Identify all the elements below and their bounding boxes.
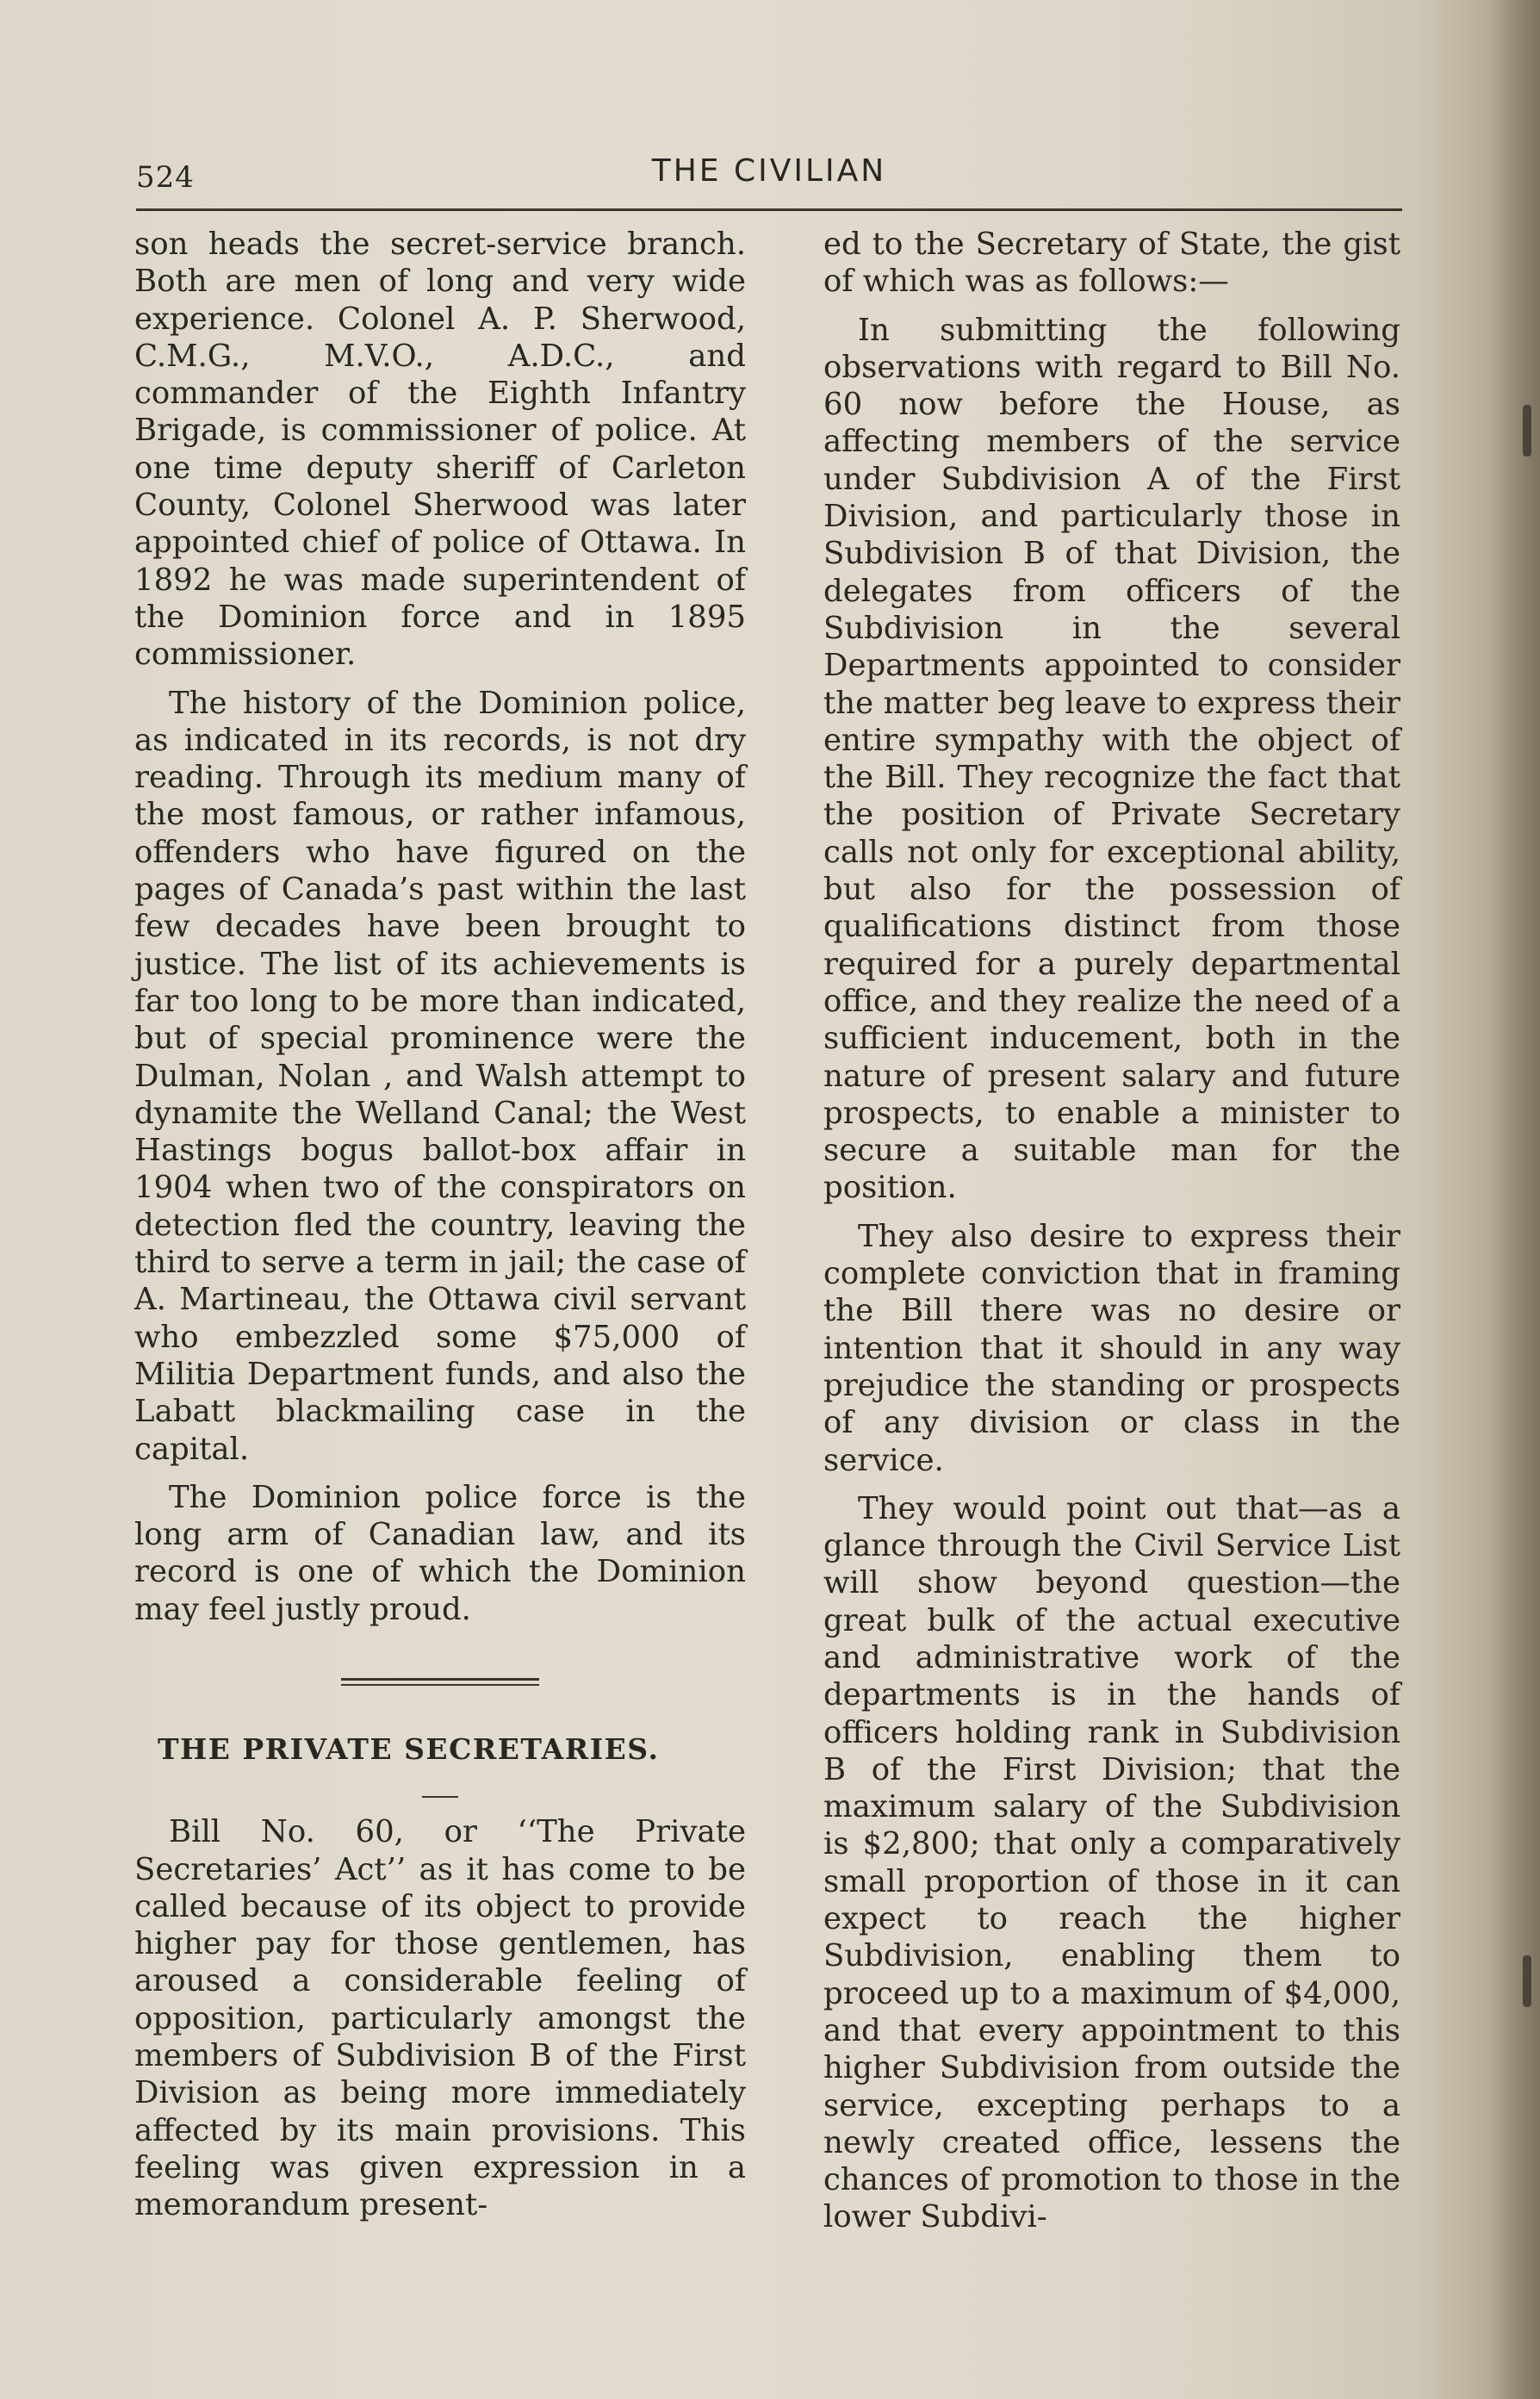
heading-dash xyxy=(134,1776,746,1813)
paragraph: ed to the Secretary of State, the gist of which was as follows:— xyxy=(823,227,1400,300)
running-title: THE CIVILIAN xyxy=(651,153,887,189)
paragraph: The history of the Dominion police, as indicated in its records, is not dry reading. Through its medium many of the most famous, or rather infamous, offenders who have figured on the pages of Canada’s past within the last few decades have been brought to justice. The list of its achievements is far too long to be more than indicated, but of special prominence were the Dulman, Nolan , and Walsh attempt to dynamite the Welland Canal; the West Hastings bogus ballot-box affair in 1904 when two of the conspirators on detection fled the country, leaving the third to serve a term in jail; the case of A. Martineau, the Ottawa civil servant who embezzled some $75,000 of Militia Department funds, and also the Labatt blackmailing case in the capital. xyxy=(134,685,746,1467)
paragraph: They also desire to express their complete conviction that in framing the Bill there was no desire or intention that it should in any way prejudice the standing or prospects of any division or class in the service. xyxy=(823,1218,1400,1478)
paragraph: They would point out that—as a glance through the Civil Service List will show beyond question—the great bulk of the actual executive and administrative work of the departments is in the hands of officers holding rank in Subdivision B of the First Division; that the maximum salary of the Subdivision is $2,800; that only a comparatively small proportion of those in it can expect to reach the higher Subdivision, enabling them to proceed up to a maximum of $4,000, and that every appointment to this higher Subdivision from outside the service, excepting perhaps to a newly created office, lessens the chances of promotion to those in the lower Subdivi- xyxy=(823,1490,1400,2235)
left-column xyxy=(134,226,746,2224)
binding-mark xyxy=(1523,405,1531,457)
section-heading: THE PRIVATE SECRETARIES. xyxy=(158,1731,660,1766)
page-header xyxy=(136,153,1402,196)
binding-mark xyxy=(1523,1955,1531,2007)
paragraph: The Dominion police force is the long arm of Canadian law, and its record is one of which the Dominion may feel justly proud. xyxy=(134,1479,746,1627)
paragraph: Bill No. 60, or ‘‘The Private Secretaries’ Act’’ as it has come to be called because of its object to provide higher pay for those gentlemen, has aroused a considerable feeling of opposition, particularly amongst the members of Subdivision B of the First Division as being more immediately affected by its main provisions. This feeling was given expression in a memorandum present- xyxy=(134,1814,746,2223)
page-edge-shadow xyxy=(1488,0,1540,2399)
page-number: 524 xyxy=(136,160,195,195)
right-column xyxy=(823,226,1400,2236)
paragraph: In submitting the following observations with regard to Bill No. 60 now before the House, as affecting members of the service under Subdivision A of the First Division, and particularly those in Subdivision B of that Division, the delegates from officers of the Subdivision in the several Departments appointed to consider the matter beg leave to express their entire sympathy with the object of the Bill. They recognize the fact that the position of Private Secretary calls not only for exceptional ability, but also for the possession of qualifications distinct from those required for a purely departmental office, and they realize the need of a sufficient inducement, both in the nature of present salary and future prospects, to enable a minister to secure a suitable man for the position. xyxy=(823,312,1400,1206)
section-divider xyxy=(341,1678,539,1686)
header-rule xyxy=(136,208,1402,211)
paragraph: son heads the secret-service branch. Both are men of long and very wide experience. Colonel A. P. Sherwood, C.M.G., M.V.O., A.D.C., and commander of the Eighth Infantry Brigade, is commissioner of police. At one time deputy sheriff of Carleton County, Colonel Sherwood was later appointed chief of police of Ottawa. In 1892 he was made superintendent of the Dominion force and in 1895 commissioner. xyxy=(134,227,746,673)
